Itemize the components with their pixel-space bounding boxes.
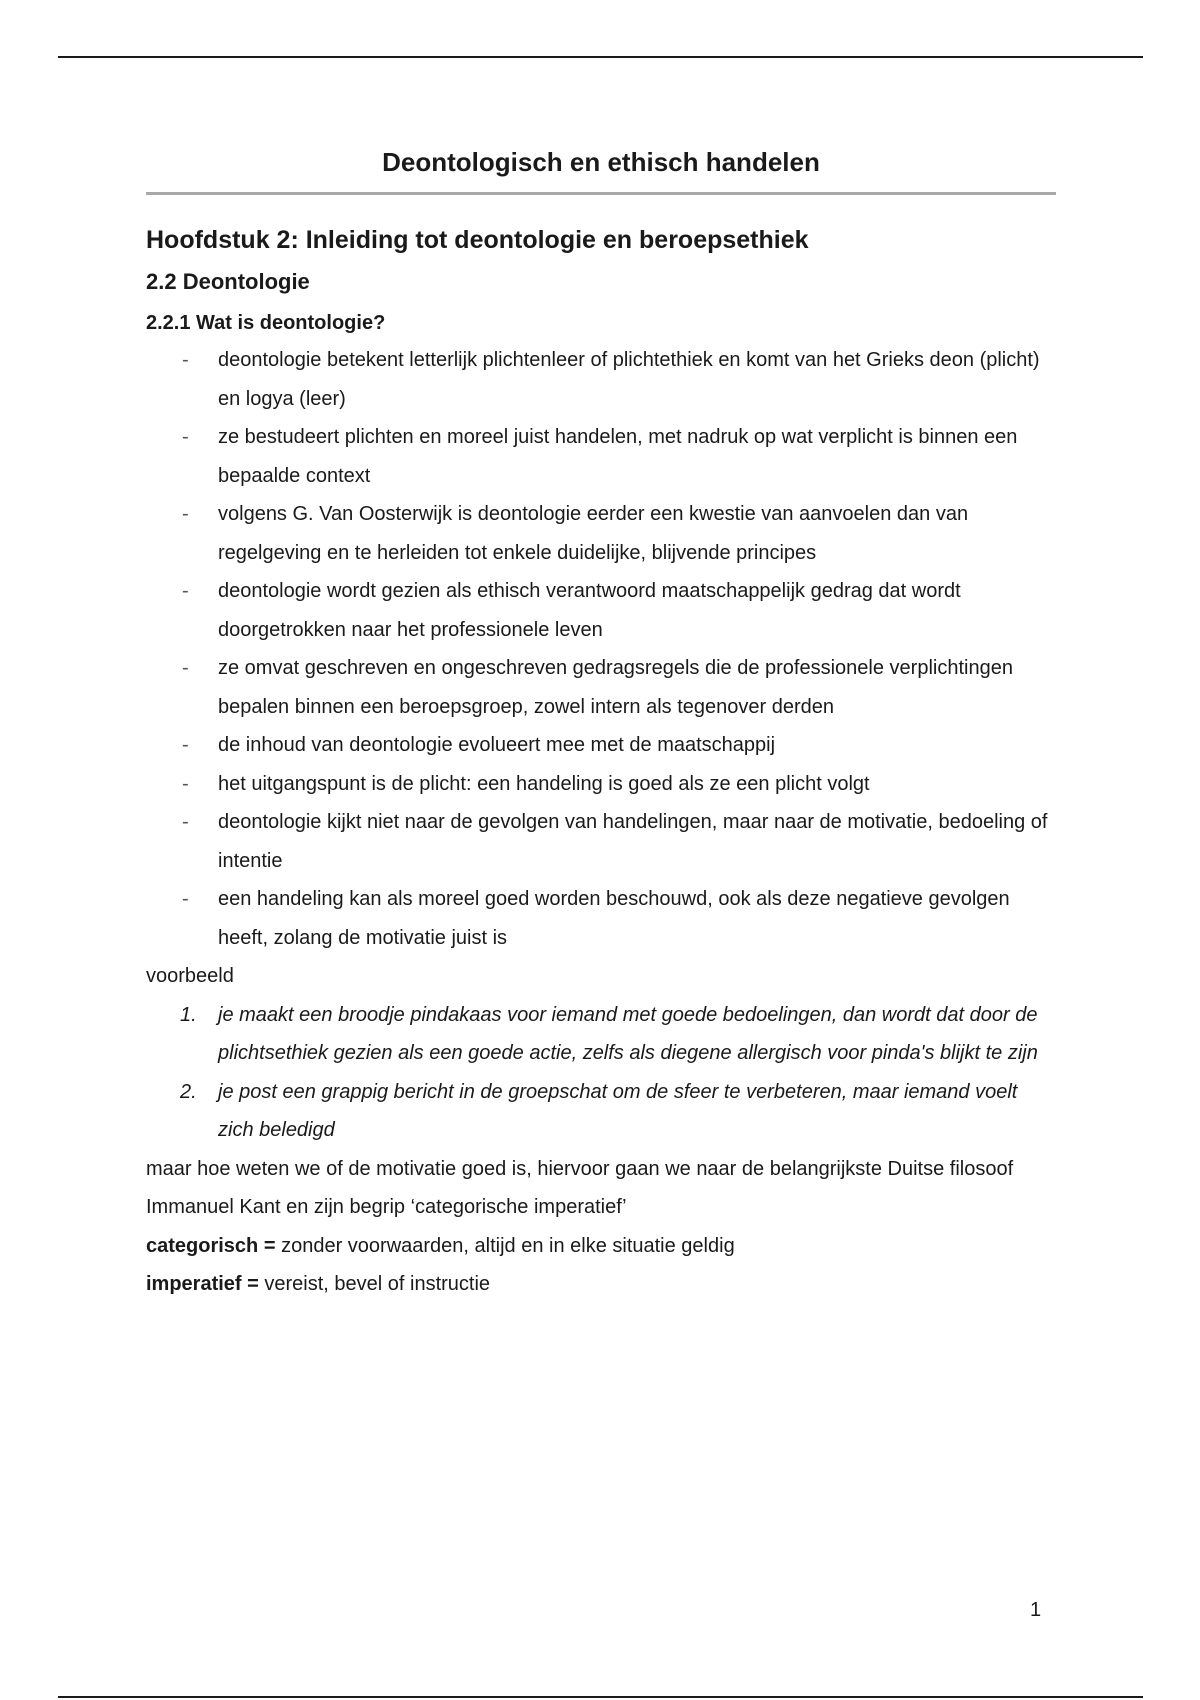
bullet-item (146, 418, 1056, 495)
dash-bullet-icon: - (182, 426, 189, 448)
bullet-item (146, 765, 1056, 804)
bullet-item (146, 803, 1056, 880)
subsection-heading: 2.2.1 Wat is deontologie? (146, 312, 386, 334)
example-number: 1. (180, 1003, 197, 1026)
page-bottom-rule (58, 1696, 1143, 1698)
definition-term: imperatief = (146, 1273, 259, 1295)
example-number: 2. (180, 1080, 197, 1103)
bullet-text: ze bestudeert plichten en moreel juist handelen, met nadruk op wat verplicht is binnen een bepaalde context (218, 426, 1018, 487)
dash-bullet-icon: - (182, 580, 189, 602)
bullet-item (146, 495, 1056, 572)
definition-bullet-list (146, 341, 1056, 957)
example-text: je post een grappig bericht in de groepschat om de sfeer te verbeteren, maar iemand voelt zich beledigd (218, 1080, 1018, 1141)
definition-term: categorisch = (146, 1234, 276, 1257)
example-text: je maakt een broodje pindakaas voor iemand met goede bedoelingen, dan wordt dat door de plichtsethiek gezien als een goede actie, zelfs als diegene allergisch voor pinda's blijkt te zijn (218, 1003, 1038, 1064)
example-list (146, 996, 1056, 1150)
document-body (146, 140, 1056, 1304)
dash-bullet-icon: - (182, 772, 189, 795)
bullet-text: het uitgangspunt is de plicht: een handeling is goed als ze een plicht volgt (218, 772, 870, 795)
bullet-text: volgens G. Van Oosterwijk is deontologie eerder een kwestie van aanvoelen dan van regelgeving en te herleiden tot enkele duidelijke, blijvende principes (218, 503, 969, 564)
definition-text: zonder voorwaarden, altijd en in elke situatie geldig (275, 1234, 735, 1257)
bullet-item (146, 341, 1056, 418)
document-title: Deontologisch en ethisch handelen (146, 140, 1056, 195)
dash-bullet-icon: - (182, 888, 189, 910)
bullet-text: de inhoud van deontologie evolueert mee met de maatschappij (218, 734, 776, 756)
example-label: voorbeeld (146, 965, 234, 987)
bullet-text: deontologie betekent letterlijk plichtenleer of plichtethiek en komt van het Grieks deon (plicht) en logya (leer) (218, 349, 1040, 410)
page-number: 1 (1030, 1599, 1042, 1621)
definition-categorisch (146, 1227, 1056, 1266)
chapter-heading: Hoofdstuk 2: Inleiding tot deontologie en beroepsethiek (146, 226, 809, 254)
bullet-item (146, 726, 1056, 765)
example-item (146, 996, 1056, 1073)
dash-bullet-icon: - (182, 657, 189, 679)
definition-text: vereist, bevel of instructie (258, 1273, 491, 1295)
definition-imperatief (146, 1265, 1056, 1304)
bullet-item (146, 880, 1056, 957)
page-top-rule (58, 56, 1143, 58)
example-item (146, 1073, 1056, 1150)
bullet-text: deontologie kijkt niet naar de gevolgen van handelingen, maar naar de motivatie, bedoeling of intentie (218, 811, 1048, 872)
dash-bullet-icon: - (182, 349, 189, 371)
section-heading: 2.2 Deontologie (146, 269, 310, 294)
kant-paragraph: maar hoe weten we of de motivatie goed is, hiervoor gaan we naar de belangrijkste Duitse filosoof Immanuel Kant en zijn begrip ‘categorische imperatief’ (146, 1157, 1014, 1218)
dash-bullet-icon: - (182, 503, 189, 525)
bullet-item (146, 649, 1056, 726)
bullet-item (146, 572, 1056, 649)
dash-bullet-icon: - (182, 811, 189, 833)
bullet-text: een handeling kan als moreel goed worden beschouwd, ook als deze negatieve gevolgen heeft, zolang de motivatie juist is (218, 888, 1010, 949)
bullet-text: ze omvat geschreven en ongeschreven gedragsregels die de professionele verplichtingen bepalen binnen een beroepsgroep, zowel intern als tegenover derden (218, 657, 1013, 718)
bullet-text: deontologie wordt gezien als ethisch verantwoord maatschappelijk gedrag dat wordt doorgetrokken naar het professionele leven (218, 580, 961, 641)
dash-bullet-icon: - (182, 734, 189, 756)
